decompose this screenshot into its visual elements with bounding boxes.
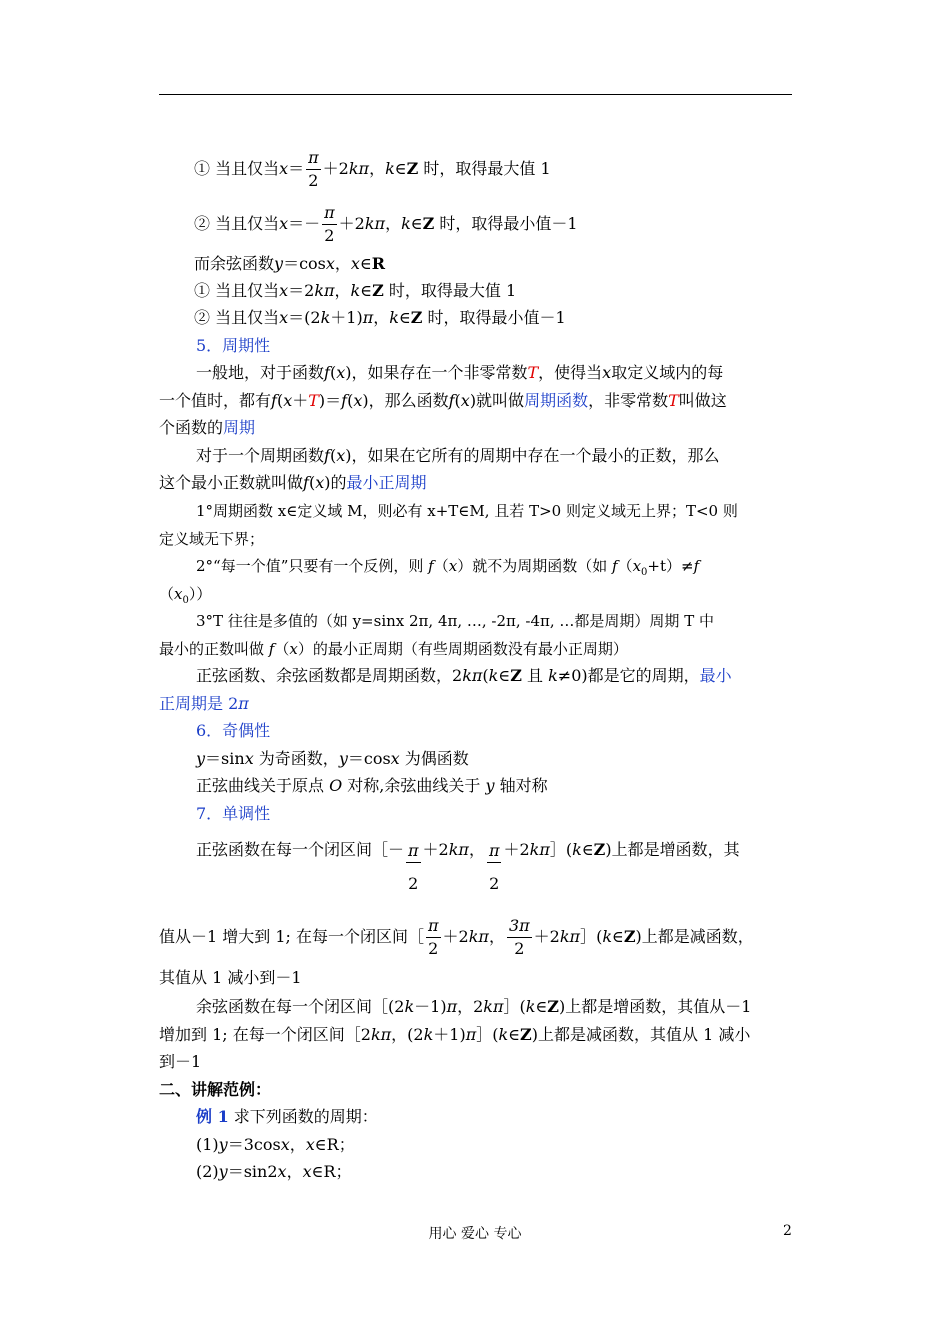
line-cos-decreasing: 增加到 1; 在每一个闭区间［2kπ，(2k＋1)π］(k∈Z)上都是减函数，其值从 1 减小 [159,1025,751,1044]
note-3-line-1: 3°T 往往是多值的（如 y=sinx 2π, 4π, …, -2π, -4π, …都是周期）周期 T 中 [196,612,714,630]
para-sin-cos-period-2: 正周期是 2π [159,694,249,713]
line-sin-decreasing: 值从－1 增大到 1; 在每一个闭区间［ $\frac{\pi}{2}$ ＋2kπ， $\frac{3\pi}{2}$ ＋2kπ］(k∈Z)上都是减函数， [159,916,754,958]
para-period-def-2: 一个值时，都有f(x＋T)＝f(x)，那么函数f(x)就叫做周期函数，非零常数T叫做这 [159,391,727,410]
page-number: 2 [783,1223,792,1239]
line-cos-range: 到－1 [159,1052,202,1071]
para-period-def-3: 个函数的周期 [159,418,256,437]
example-1-title: 例 1 求下列函数的周期： [196,1107,378,1126]
fraction-pi-over-2: $\frac{\pi}{2}$ [324,203,335,245]
section-heading-parity: 6．奇偶性 [196,721,271,740]
line-sin-max: ① 当且仅当x＝ $\frac{\pi}{2}$ ＋2kπ，k∈Z 时，取得最大值 1 [194,148,551,190]
fraction-pi-over-2: $\frac{\pi}{2}$ [408,841,419,893]
para-min-period-2: 这个最小正数就叫做f(x)的最小正周期 [159,473,427,492]
note-3-line-2: 最小的正数叫做 f（x）的最小正周期（有些周期函数没有最小正周期） [159,640,628,658]
line-cos-def: 而余弦函数y＝cosx，x∈R [194,254,386,273]
line-sin-range: 其值从 1 减小到－1 [159,968,302,987]
example-1-item-2: (2)y＝sin2x，x∈R； [196,1162,352,1181]
note-1-line-1: 1°周期函数 x∈定义域 M，则必有 x+T∈M, 且若 T>0 则定义域无上界；T<0 则 [196,502,738,520]
line-cos-min: ② 当且仅当x＝(2k＋1)π，k∈Z 时，取得最小值－1 [194,308,566,327]
note-2-line-1: 2°“每一个值”只要有一个反例，则 f（x）就不为周期函数（如 $f(x_0+t)\ne f$ [196,557,700,578]
para-sin-cos-period-1: 正弦函数、余弦函数都是周期函数，2kπ(k∈Z 且 k≠0)都是它的周期，最小 [196,666,732,685]
line-sin-min: ② 当且仅当x＝－ $\frac{\pi}{2}$ ＋2kπ，k∈Z 时，取得最小值－1 [194,203,578,245]
para-min-period-1: 对于一个周期函数f(x)，如果在它所有的周期中存在一个最小的正数，那么 [196,446,720,465]
heading-examples: 二、讲解范例： [159,1080,272,1099]
line-cos-increasing: 余弦函数在每一个闭区间［(2k－1)π，2kπ］(k∈Z)上都是增函数，其值从－1 [196,997,752,1016]
line-parity-2: 正弦曲线关于原点 O 对称,余弦曲线关于 y 轴对称 [196,776,548,795]
note-1-line-2: 定义域无下界； [159,530,265,548]
line-cos-max: ① 当且仅当x＝2kπ，k∈Z 时，取得最大值 1 [194,281,517,300]
fraction-pi-over-2: $\frac{\pi}{2}$ [488,841,500,893]
note-2-line-2: $(x_0)$） [159,585,212,606]
fraction-3pi-over-2: $\frac{3\pi}{2}$ [508,916,530,958]
section-heading-periodicity: 5．周期性 [196,336,271,355]
line-sin-increasing: 正弦函数在每一个闭区间［－ $\frac{\pi}{2}$ ＋2kπ， $\frac{\pi}{2}$ ＋2kπ］(k∈Z)上都是增函数，其 [196,840,740,893]
section-heading-monotonicity: 7．单调性 [196,804,271,823]
fraction-pi-over-2: $\frac{\pi}{2}$ [428,916,439,958]
footer-slogan: 用心 爱心 专心 [428,1226,522,1242]
example-1-item-1: (1)y＝3cosx，x∈R； [196,1135,355,1154]
para-period-def-1: 一般地，对于函数f(x)，如果存在一个非零常数T，使得当x取定义域内的每 [196,363,724,382]
header-rule [159,94,792,95]
line-parity-1: y＝sinx 为奇函数，y＝cosx 为偶函数 [196,749,469,768]
fraction-pi-over-2: $\frac{\pi}{2}$ [308,148,319,190]
